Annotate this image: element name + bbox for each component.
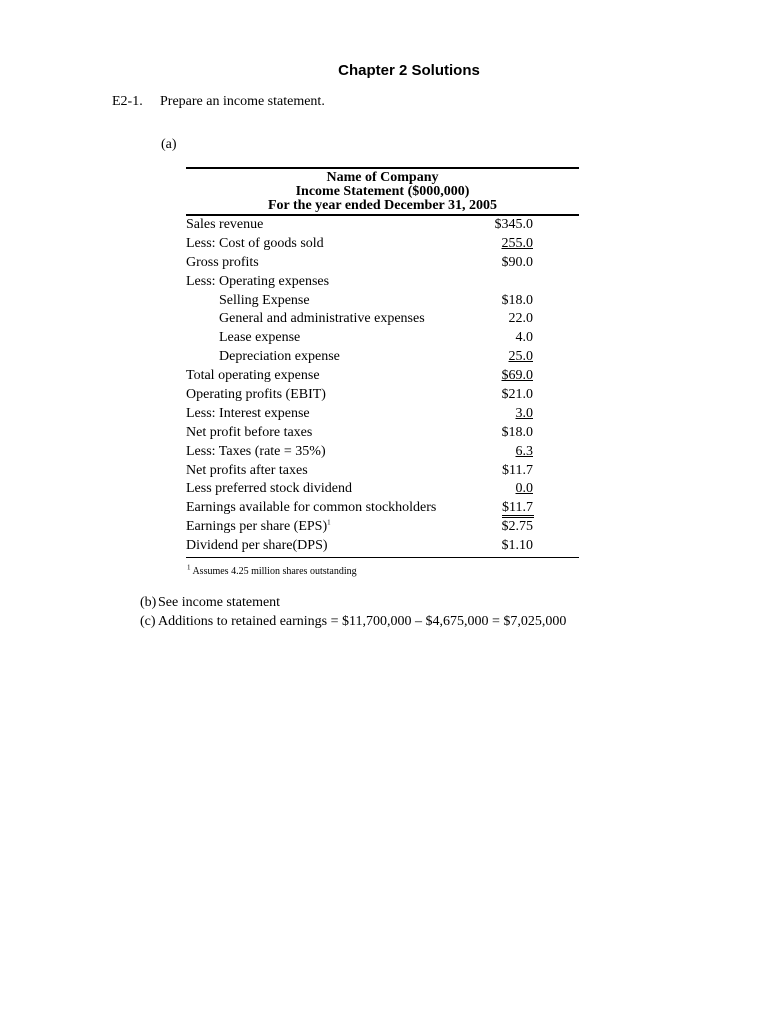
note-text: See income statement (158, 595, 281, 610)
row-label: Depreciation expense (219, 349, 340, 365)
row-label: Less: Cost of goods sold (186, 235, 324, 251)
row-label: Operating profits (EBIT) (186, 387, 326, 403)
exercise-number: E2-1. (112, 94, 143, 109)
page-title: Chapter 2 Solutions (338, 62, 480, 79)
row-operating-expenses-heading (186, 273, 579, 292)
exercise-prompt: Prepare an income statement. (160, 94, 325, 109)
row-interest-expense (186, 405, 579, 424)
row-eps (186, 518, 579, 537)
row-value: 25.0 (508, 349, 533, 365)
exercise-heading (112, 94, 325, 110)
row-label: Gross profits (186, 254, 259, 270)
statement-rows (186, 216, 579, 558)
footnote-text: Assumes 4.25 million shares outstanding (192, 566, 357, 577)
statement-header (186, 169, 579, 216)
income-statement (186, 167, 579, 558)
row-label: General and administrative expenses (219, 311, 425, 327)
row-value: $11.7 (502, 500, 534, 518)
row-label: Net profits after taxes (186, 462, 308, 478)
part-a-label: (a) (161, 137, 177, 152)
note-text: Additions to retained earnings = $11,700,000 – $4,675,000 = $7,025,000 (158, 614, 567, 629)
row-label: Earnings available for common stockholders (186, 500, 437, 516)
row-value: $2.75 (501, 519, 533, 535)
company-name: Name of Company (326, 170, 439, 185)
note-c (140, 612, 566, 631)
row-earnings-available-common (186, 499, 579, 518)
statement-title: Income Statement ($000,000) (295, 184, 470, 199)
note-b (140, 593, 566, 612)
note-tag: (b) (140, 595, 157, 610)
row-value: 4.0 (515, 330, 533, 346)
row-value: $1.10 (501, 538, 533, 554)
row-selling-expense (186, 292, 579, 311)
row-total-operating-expense (186, 367, 579, 386)
row-value: $18.0 (501, 292, 533, 308)
footnote-mark: 1 (327, 518, 331, 527)
row-depreciation-expense (186, 348, 579, 367)
answer-notes (140, 593, 566, 631)
row-preferred-dividend (186, 480, 579, 499)
row-value: 6.3 (515, 443, 533, 459)
row-dps (186, 537, 579, 556)
row-label (186, 518, 331, 537)
row-label: Less: Taxes (rate = 35%) (186, 443, 326, 459)
row-operating-profits (186, 386, 579, 405)
row-value: $18.0 (501, 424, 533, 440)
row-sales-revenue (186, 216, 579, 235)
row-value: $69.0 (501, 368, 533, 384)
row-value: 255.0 (501, 235, 533, 251)
row-value: 3.0 (515, 405, 533, 421)
footnote-mark: 1 (187, 563, 191, 572)
row-gross-profits (186, 254, 579, 273)
row-value: 22.0 (508, 311, 533, 327)
statement-period: For the year ended December 31, 2005 (267, 198, 497, 213)
row-value: 0.0 (515, 481, 533, 497)
row-value: $11.7 (502, 462, 533, 478)
footnote (187, 563, 357, 577)
row-label: Selling Expense (219, 292, 310, 308)
row-taxes (186, 443, 579, 462)
row-label: Less preferred stock dividend (186, 481, 352, 497)
row-value: $345.0 (494, 217, 533, 232)
row-value: $21.0 (501, 387, 533, 403)
row-lease-expense (186, 329, 579, 348)
note-tag: (c) (140, 614, 156, 629)
row-cost-of-goods-sold (186, 235, 579, 254)
row-label: Less: Interest expense (186, 405, 310, 421)
row-label: Lease expense (219, 330, 301, 346)
row-value: $90.0 (501, 254, 533, 270)
row-net-profits-after-taxes (186, 462, 579, 481)
row-label: Dividend per share(DPS) (186, 538, 328, 554)
row-label: Less: Operating expenses (186, 273, 330, 289)
row-net-profit-before-taxes (186, 424, 579, 443)
row-label: Total operating expense (186, 368, 320, 384)
row-label-text: Earnings per share (EPS) (186, 519, 328, 535)
row-label: Net profit before taxes (186, 424, 313, 440)
row-label: Sales revenue (186, 217, 264, 232)
row-general-admin-expenses (186, 310, 579, 329)
